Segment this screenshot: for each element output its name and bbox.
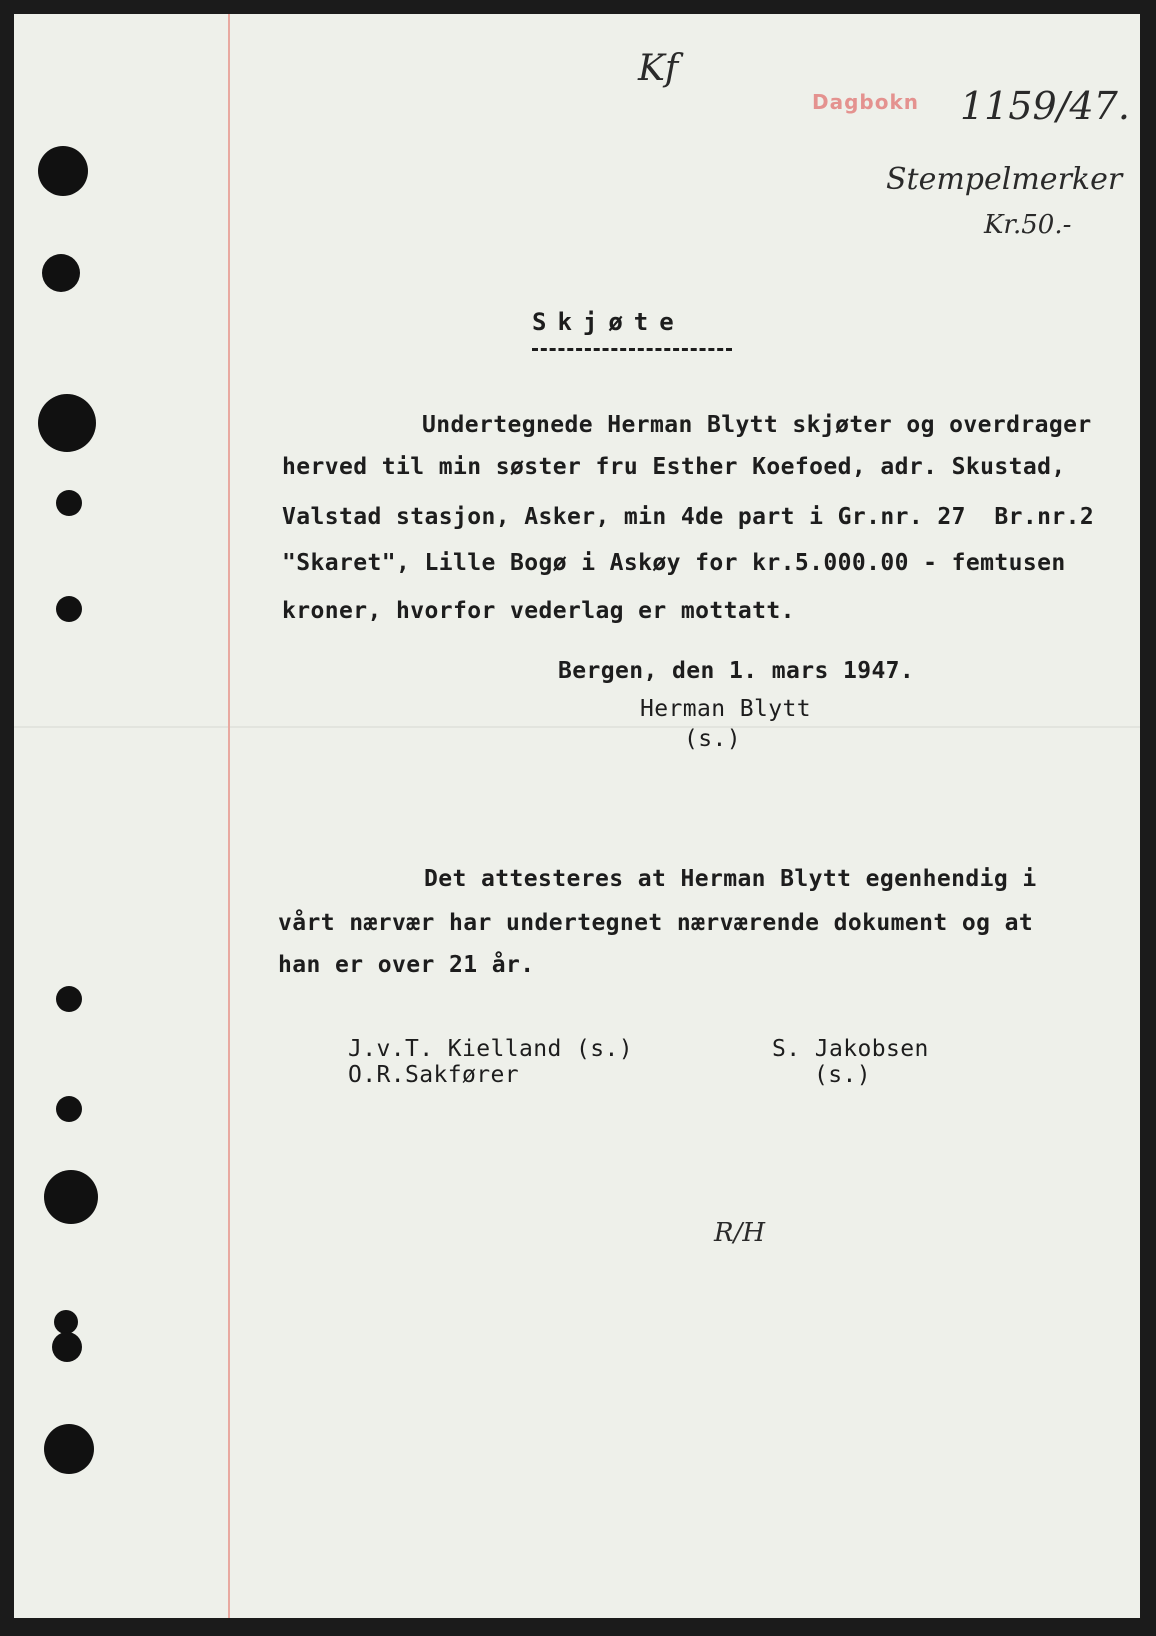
body-line: kroner, hvorfor vederlag er mottatt. [282,598,795,624]
bottom-initials: R/H [714,1218,766,1248]
witness1-name: J.v.T. Kielland (s.) [348,1036,633,1062]
punch-hole [44,1170,98,1224]
punch-hole [56,596,82,622]
signer-name: Herman Blytt [640,696,811,722]
signer-mark: (s.) [684,726,741,752]
case-number: 1159/47. [960,84,1130,128]
margin-rule [228,14,230,1618]
attest-line: vårt nærvær har undertegnet nærværende dokument og at [278,910,1034,936]
punch-hole [38,394,96,452]
title-underline [532,348,732,351]
witness1-title: O.R.Sakfører [348,1062,519,1088]
punch-hole [42,254,80,292]
body-line: Undertegnede Herman Blytt skjøter og overdrager [422,412,1092,438]
punch-hole [56,986,82,1012]
punch-hole [54,1310,78,1334]
attest-line: han er over 21 år. [278,952,535,978]
initials-annotation: Kf [638,48,679,89]
fee-label: Stempelmerker [886,162,1123,197]
fold-line [14,726,1140,728]
punch-hole [52,1332,82,1362]
stamp: Dagbokn [812,90,920,114]
body-line: Valstad stasjon, Asker, min 4de part i Gr.nr. 27 Br.nr.2 [282,504,1095,530]
body-line: herved til min søster fru Esther Koefoed, adr. Skustad, [282,454,1066,480]
punch-hole [44,1424,94,1474]
attest-line: Det attesteres at Herman Blytt egenhendig i [424,866,1037,892]
body-line: "Skaret", Lille Bogø i Askøy for kr.5.000.00 - femtusen [282,550,1066,576]
document-page [14,14,1140,1618]
punch-hole [56,1096,82,1122]
document-title: Skjøte [532,308,685,336]
place-date: Bergen, den 1. mars 1947. [558,658,915,684]
punch-hole [56,490,82,516]
witness2-name: S. Jakobsen [772,1036,929,1062]
fee-amount: Kr.50.- [984,210,1072,240]
witness2-mark: (s.) [814,1062,871,1088]
punch-hole [38,146,88,196]
